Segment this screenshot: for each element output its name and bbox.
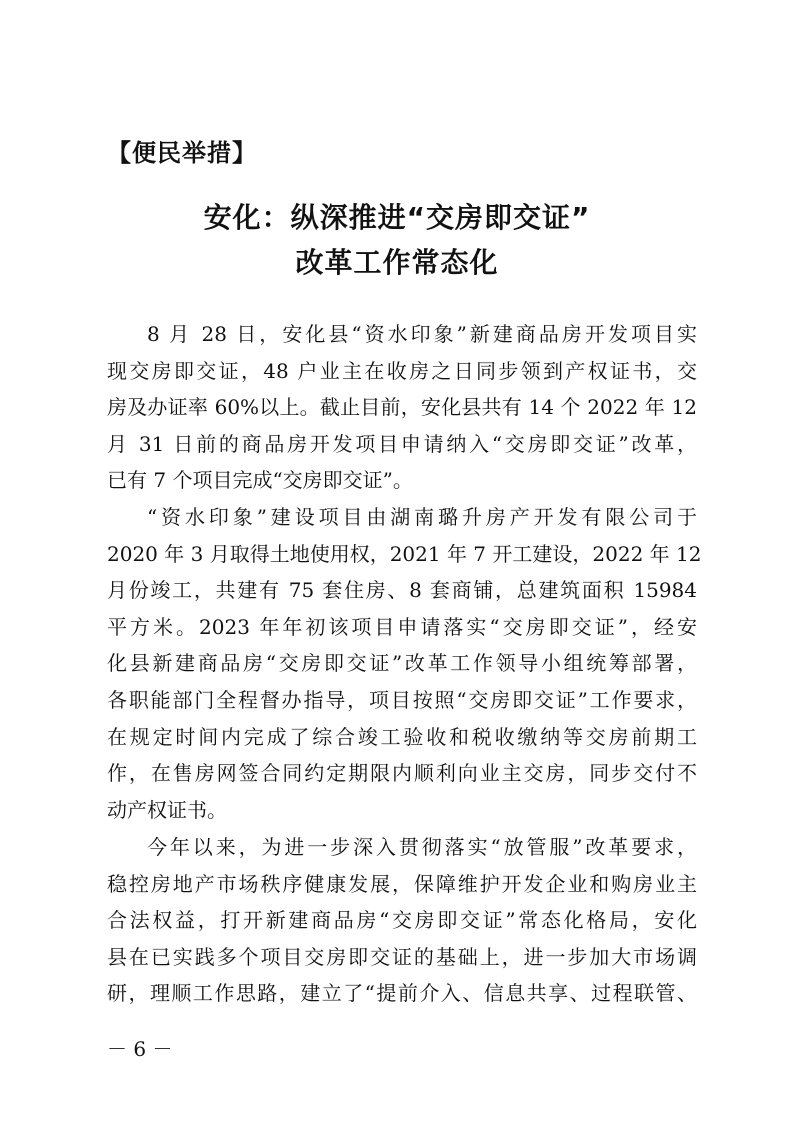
paragraph-line: 各职能部门全程督办指导，项目按照“交房即交证”工作要求， — [107, 687, 697, 712]
paragraph-2 — [107, 499, 702, 828]
section-tag: 【便民举措】 — [107, 139, 257, 167]
paragraph-line: 稳控房地产市场秩序健康发展，保障维护开发企业和购房业主 — [107, 871, 697, 896]
article-title-line-1: 安化：纵深推进“交房即交证” — [203, 201, 591, 234]
paragraph-line: 县在已实践多个项目交房即交证的基础上，进一步加大市场调 — [107, 944, 697, 969]
paragraph-1 — [107, 316, 697, 499]
paragraph-line: 合法权益，打开新建商品房“交房即交证”常态化格局，安化 — [107, 908, 697, 933]
article-title-line-2: 改革工作常态化 — [295, 246, 499, 279]
paragraph-line: 研，理顺工作思路，建立了“提前介入、信息共享、过程联管、 — [107, 981, 697, 1006]
paragraph-line: 今年以来，为进一步深入贯彻落实“放管服”改革要求， — [147, 835, 697, 859]
paragraph-line: 已有 7 个项目完成“交房即交证”。 — [107, 468, 413, 493]
paragraph-line: 作，在售房网签合同约定期限内顺利向业主交房，同步交付不 — [107, 761, 697, 786]
paragraph-line: 房及办证率 60%以上。截止目前，安化县共有 14 个 2022 年 12 — [107, 395, 697, 420]
paragraph-line: 平方米。2023 年年初该项目申请落实“交房即交证”，经安 — [107, 614, 697, 639]
paragraph-line: “资水印象”建设项目由湖南璐升房产开发有限公司于 — [147, 505, 697, 529]
paragraph-3 — [107, 829, 697, 1012]
paragraph-line: 8 月 28 日，安化县“资水印象”新建商品房开发项目实 — [147, 322, 697, 346]
paragraph-line: 动产权证书。 — [107, 797, 227, 822]
paragraph-line: 月份竣工，共建有 75 套住房、8 套商铺，总建筑面积 15984 — [107, 578, 697, 603]
page-number: － 6 － — [107, 1037, 173, 1061]
paragraph-line: 月 31 日前的商品房开发项目申请纳入“交房即交证”改革， — [107, 431, 697, 456]
paragraph-line: 化县新建商品房“交房即交证”改革工作领导小组统筹部署， — [107, 651, 697, 676]
paragraph-line: 在规定时间内完成了综合竣工验收和税收缴纳等交房前期工 — [107, 724, 697, 749]
paragraph-line: 现交房即交证，48 户业主在收房之日同步领到产权证书，交 — [107, 358, 697, 383]
paragraph-line: 2020 年 3 月取得土地使用权，2021 年 7 开工建设，2022 年 12 — [107, 541, 702, 566]
